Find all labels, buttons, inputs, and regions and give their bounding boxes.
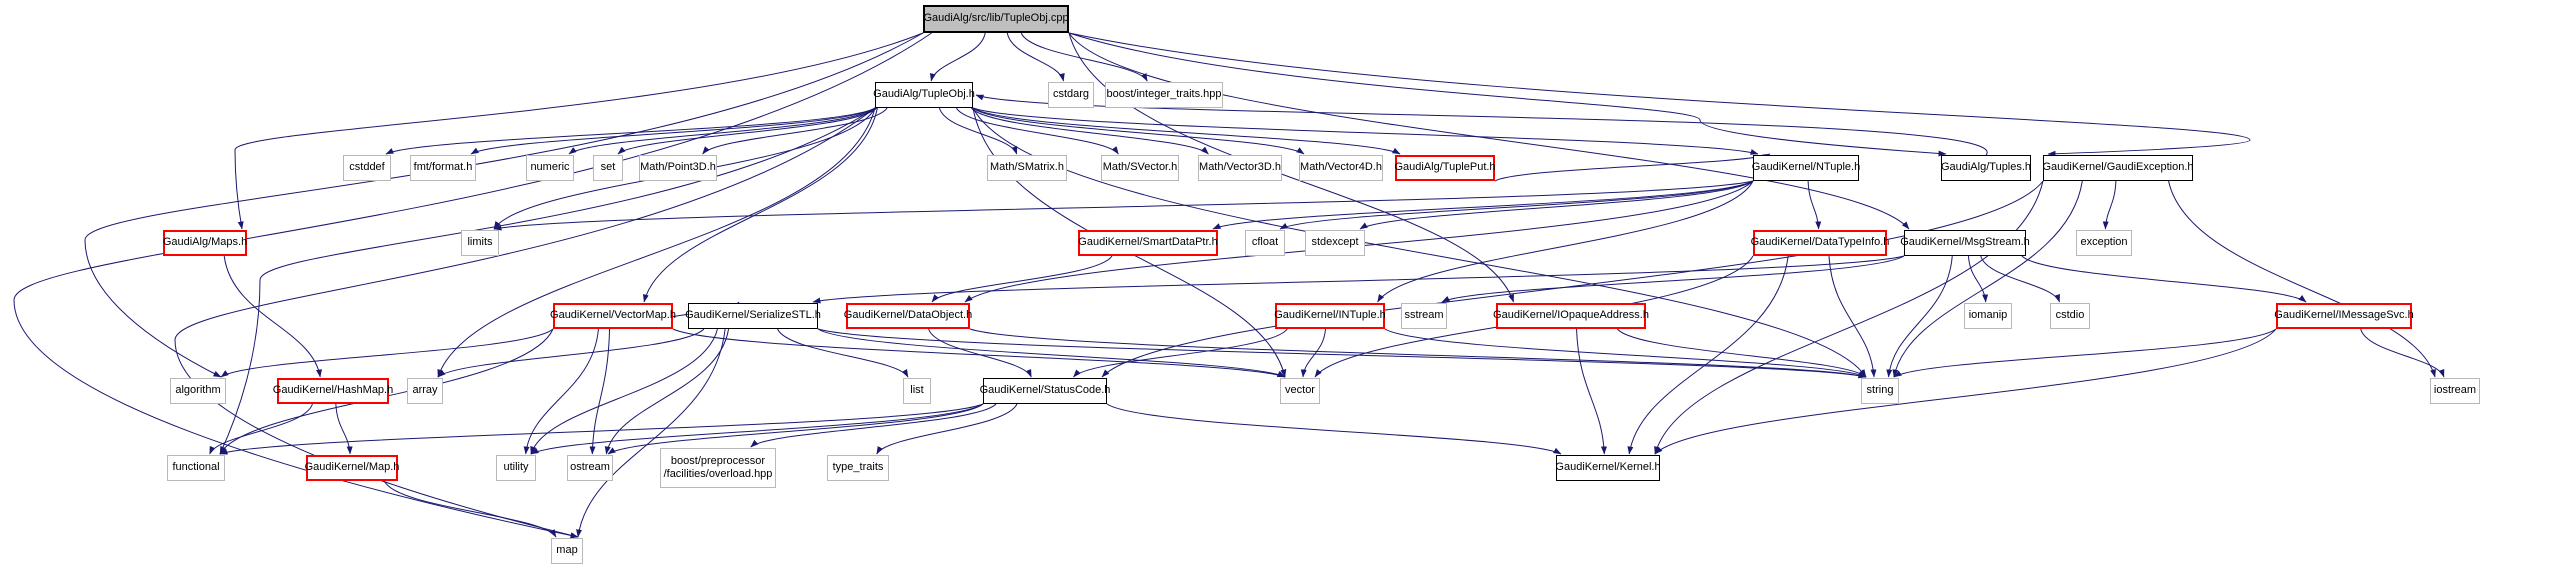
graph-node-set xyxy=(593,155,623,181)
graph-node-type_traits xyxy=(827,455,889,481)
edge-statuscode_h-ostream xyxy=(608,404,983,454)
graph-node-iomanip xyxy=(1964,303,2012,329)
edge-statuscode_h-functional xyxy=(220,404,983,454)
edge-gaudiexception_h-statuscode_h xyxy=(1102,181,2043,377)
edge-statuscode_h-boost_overload xyxy=(751,404,996,447)
graph-node-label: GaudiKernel/INTuple.h xyxy=(1274,309,1386,322)
edge-tupleobj_h-tupleput_h xyxy=(973,108,1400,154)
edge-tupleobj_h-smatrix xyxy=(939,108,1016,154)
graph-node-label: iostream xyxy=(2433,384,2477,397)
graph-node-label: GaudiKernel/MsgStream.h xyxy=(1900,236,2030,249)
graph-node-label: fmt/format.h xyxy=(413,161,473,174)
edge-tupleobj_h-vector3d xyxy=(971,108,1208,154)
edge-statuscode_h-kernel_h xyxy=(1107,404,1561,454)
graph-node-label: GaudiAlg/src/lib/TupleObj.cpp xyxy=(923,12,1069,25)
edge-datatypeinfo_h-string xyxy=(1829,256,1874,377)
edge-dataobject_h-string xyxy=(970,329,1866,377)
graph-node-label: boost/integer_traits.hpp xyxy=(1106,88,1222,101)
edge-serializestl_h-map_std xyxy=(578,329,725,537)
edge-imessagesvc_h-string xyxy=(1894,329,2276,377)
graph-node-cstdarg xyxy=(1048,82,1094,108)
graph-node-boost_overload xyxy=(660,448,776,488)
graph-node-utility xyxy=(496,455,536,481)
edge-ntuple_h-datatypeinfo_h xyxy=(1808,181,1819,229)
graph-node-label: string xyxy=(1866,384,1894,397)
graph-node-exception xyxy=(2076,230,2132,256)
graph-node-label: GaudiKernel/GaudiException.h xyxy=(2042,161,2194,174)
graph-node-label: functional xyxy=(172,461,220,474)
edge-root-tupleobj_h xyxy=(931,33,985,81)
edge-root-integer_traits xyxy=(1021,33,1147,81)
graph-node-label: GaudiKernel/IOpaqueAddress.h xyxy=(1493,309,1649,322)
graph-node-label: cstdio xyxy=(2055,309,2085,322)
graph-node-label: vector xyxy=(1285,384,1315,397)
edge-msgstream_h-sstream xyxy=(1442,256,1904,302)
graph-node-hashmap_h[interactable] xyxy=(272,378,394,404)
graph-node-vector3d xyxy=(1198,155,1282,181)
graph-node-fmt_format xyxy=(410,155,476,181)
edge-gaudiexception_h-exception xyxy=(2105,181,2116,229)
graph-node-stdexcept xyxy=(1305,230,1365,256)
graph-node-label: Math/SVector.h xyxy=(1102,161,1178,174)
edge-msgstream_h-serializestl_h xyxy=(813,256,1904,302)
edge-serializestl_h-ostream xyxy=(606,329,728,454)
graph-node-label: limits xyxy=(467,236,493,249)
edge-root-gaudiexception_h xyxy=(1069,33,2250,154)
graph-node-label: GaudiKernel/IMessageSvc.h xyxy=(2274,309,2414,322)
graph-node-label: sstream xyxy=(1404,309,1444,322)
edge-gaudiexception_h-iostream xyxy=(2169,181,2435,377)
graph-node-ostream xyxy=(567,455,613,481)
graph-node-msgstream_h[interactable] xyxy=(1900,230,2030,256)
graph-node-label: GaudiKernel/DataObject.h xyxy=(843,309,973,322)
graph-node-label: GaudiKernel/NTuple.h xyxy=(1751,161,1861,174)
edge-datatypeinfo_h-kernel_h xyxy=(1629,256,1788,454)
edge-tupleobj_h-numeric xyxy=(569,108,875,154)
graph-node-label: utility xyxy=(503,461,529,474)
graph-node-root xyxy=(923,5,1069,33)
graph-node-intuple_h[interactable] xyxy=(1275,303,1385,329)
graph-node-label: ostream xyxy=(570,461,610,474)
edge-gaudiexception_h-string xyxy=(1894,181,2082,377)
graph-node-label: iomanip xyxy=(1968,309,2008,322)
edge-maps_h-hashmap_h xyxy=(224,256,320,377)
graph-node-string xyxy=(1861,378,1899,404)
edge-ntuple_h-limits xyxy=(494,181,1753,229)
edge-serializestl_h-vector xyxy=(818,329,1285,377)
edge-root-cstdarg xyxy=(1007,33,1063,81)
edge-smartdataptr_h-dataobject_h xyxy=(932,256,1112,302)
edge-iopaqueaddress_h-kernel_h xyxy=(1577,329,1605,454)
graph-node-cstddef xyxy=(343,155,391,181)
graph-node-tupleput_h[interactable] xyxy=(1395,155,1495,181)
graph-node-iostream xyxy=(2430,378,2480,404)
edge-hashmap_h-map_h xyxy=(336,404,350,454)
graph-node-dataobject_h[interactable] xyxy=(843,303,973,329)
graph-node-tupleobj_h[interactable] xyxy=(875,82,973,108)
graph-node-label: cstddef xyxy=(349,161,385,174)
graph-node-smatrix xyxy=(987,155,1067,181)
graph-node-label: GaudiKernel/VectorMap.h xyxy=(550,309,676,322)
edge-msgstream_h-imessagesvc_h xyxy=(2022,256,2306,302)
graph-node-sstream xyxy=(1401,303,1447,329)
graph-node-map_std xyxy=(551,538,583,564)
graph-node-label: exception xyxy=(2080,236,2128,249)
edge-msgstream_h-iomanip xyxy=(1968,256,1985,302)
graph-node-label: GaudiKernel/SmartDataPtr.h xyxy=(1078,236,1218,249)
edge-msgstream_h-string xyxy=(1889,256,1953,377)
edge-tupleobj_h-svector xyxy=(956,108,1118,154)
graph-node-functional xyxy=(167,455,225,481)
graph-node-kernel_h[interactable] xyxy=(1556,455,1660,481)
graph-node-label: map xyxy=(556,544,578,557)
graph-node-ntuple_h[interactable] xyxy=(1753,155,1859,181)
graph-node-label: stdexcept xyxy=(1311,236,1359,249)
graph-node-label: GaudiKernel/HashMap.h xyxy=(272,384,394,397)
graph-node-label: GaudiAlg/TupleObj.h xyxy=(873,88,975,101)
graph-node-maps_h[interactable] xyxy=(163,230,247,256)
graph-node-map_h[interactable] xyxy=(306,455,398,481)
graph-node-vector xyxy=(1280,378,1320,404)
graph-node-list xyxy=(903,378,931,404)
graph-node-label: type_traits xyxy=(832,461,884,474)
graph-node-label: GaudiKernel/SerializeSTL.h xyxy=(685,309,821,322)
graph-node-smartdataptr_h[interactable] xyxy=(1078,230,1218,256)
edge-intuple_h-statuscode_h xyxy=(1074,329,1288,377)
edge-intuple_h-vector xyxy=(1303,329,1326,377)
graph-node-label: Math/SMatrix.h xyxy=(990,161,1064,174)
graph-node-label: GaudiKernel/StatusCode.h xyxy=(979,384,1111,397)
graph-node-algorithm xyxy=(170,378,226,404)
graph-node-imessagesvc_h[interactable] xyxy=(2276,303,2412,329)
graph-node-label: cfloat xyxy=(1251,236,1279,249)
edge-root-maps_h xyxy=(235,33,923,229)
graph-node-cstdio xyxy=(2050,303,2090,329)
graph-node-label: algorithm xyxy=(175,384,221,397)
graph-node-datatypeinfo_h[interactable] xyxy=(1750,230,1890,256)
edge-tupleobj_h-vector4d xyxy=(973,108,1304,154)
graph-node-limits xyxy=(461,230,499,256)
graph-node-label: cstdarg xyxy=(1052,88,1090,101)
graph-node-vector4d xyxy=(1299,155,1383,181)
edge-tupleobj_h-array xyxy=(438,108,875,377)
graph-node-label: GaudiKernel/Map.h xyxy=(304,461,400,474)
graph-node-label: GaudiAlg/Maps.h xyxy=(162,236,248,249)
graph-node-label: /facilities/overload.hpp xyxy=(663,468,773,480)
edge-serializestl_h-array xyxy=(438,329,704,377)
graph-node-label: list xyxy=(910,384,924,397)
graph-node-statuscode_h[interactable] xyxy=(979,378,1111,404)
graph-node-label: boost/preprocessor xyxy=(670,454,766,467)
graph-node-label: GaudiKernel/DataTypeInfo.h xyxy=(1750,236,1890,249)
graph-node-label: GaudiAlg/Tuples.h xyxy=(1940,161,2032,174)
edge-hashmap_h-functional xyxy=(210,404,313,454)
graph-node-label: Math/Point3D.h xyxy=(640,161,716,174)
edge-msgstream_h-cstdio xyxy=(1981,256,2060,302)
graph-node-serializestl_h[interactable] xyxy=(685,303,821,329)
graph-node-point3d xyxy=(639,155,717,181)
edge-vectormap_h-algorithm xyxy=(221,329,553,377)
graph-node-svector xyxy=(1101,155,1179,181)
graph-node-label: Math/Vector4D.h xyxy=(1300,161,1382,174)
graph-node-integer_traits xyxy=(1105,82,1223,108)
graph-node-label: GaudiAlg/TuplePut.h xyxy=(1394,161,1496,174)
edge-root-msgstream_h xyxy=(1069,33,1909,229)
graph-node-label: set xyxy=(600,161,616,174)
graph-node-label: numeric xyxy=(530,161,570,174)
edge-ntuple_h-smartdataptr_h xyxy=(1213,181,1753,229)
graph-node-numeric xyxy=(526,155,574,181)
graph-node-label: array xyxy=(412,384,438,397)
graph-node-array xyxy=(407,378,443,404)
graph-node-vectormap_h[interactable] xyxy=(550,303,676,329)
graph-node-cfloat xyxy=(1245,230,1285,256)
edge-imessagesvc_h-kernel_h xyxy=(1655,329,2276,454)
graph-node-iopaqueaddress_h[interactable] xyxy=(1493,303,1649,329)
graph-node-tuples_h[interactable] xyxy=(1941,155,2031,181)
graph-node-label: Math/Vector3D.h xyxy=(1199,161,1281,174)
edge-root-map_std xyxy=(14,33,932,537)
graph-node-gaudiexception_h[interactable] xyxy=(2043,155,2193,181)
graph-node-label: GaudiKernel/Kernel.h xyxy=(1555,461,1661,474)
edge-statuscode_h-utility xyxy=(531,404,983,454)
